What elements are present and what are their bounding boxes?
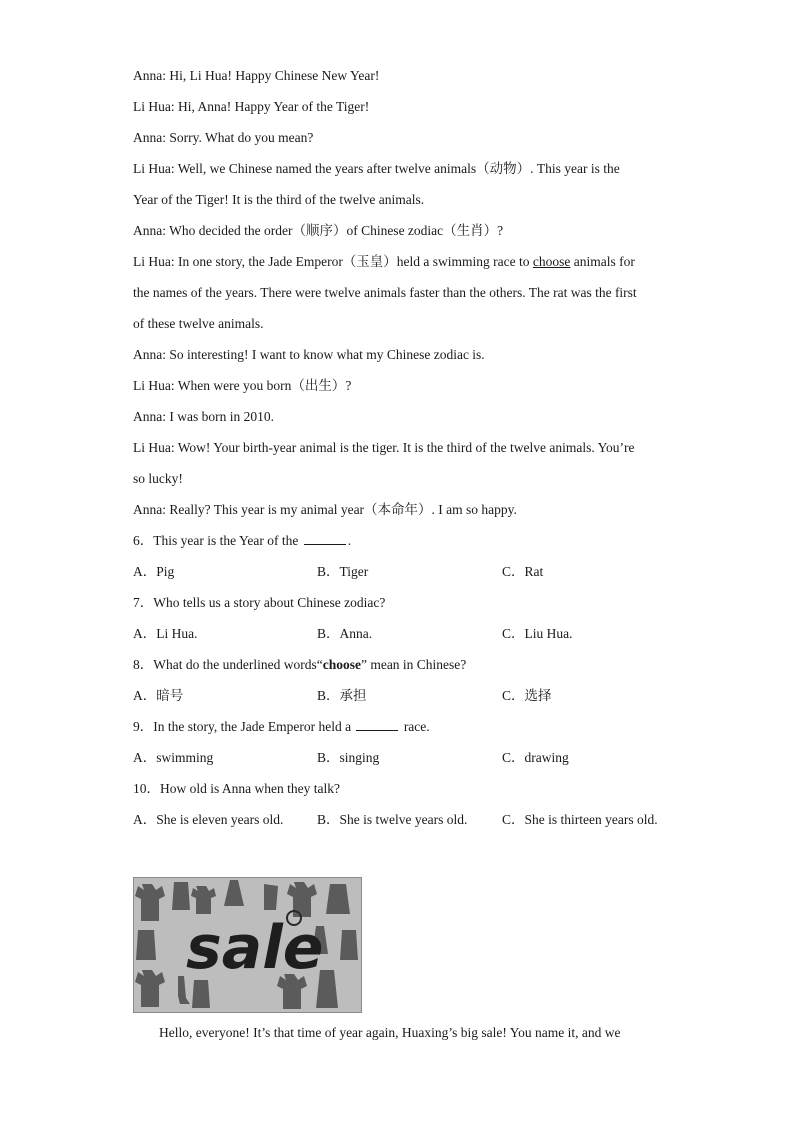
option-c[interactable]: C．Rat <box>502 564 544 579</box>
question-10-options <box>133 804 673 835</box>
question-6-options <box>133 556 673 587</box>
answer-blank <box>304 530 346 545</box>
option-b[interactable]: B．singing <box>317 750 380 765</box>
option-a[interactable]: A．Li Hua. <box>133 626 198 641</box>
option-b[interactable]: B．Anna. <box>317 626 373 641</box>
underlined-word: choose <box>532 254 571 269</box>
dialogue-line: Anna: I was born in 2010. <box>133 409 274 424</box>
sale-text: sale <box>186 913 324 983</box>
option-c[interactable]: C．She is thirteen years old. <box>502 812 658 827</box>
sale-image <box>133 877 362 1013</box>
option-b[interactable]: B．Tiger <box>317 564 369 579</box>
dialogue-line: Anna: Sorry. What do you mean? <box>133 130 314 145</box>
question-7-options <box>133 618 673 649</box>
dialogue-line: Anna: So interesting! I want to know what my Chinese zodiac is. <box>133 347 485 362</box>
story-line: Li Hua: In one story, the Jade Emperor（玉皇）held a swimming race to choose animals for <box>133 254 635 269</box>
passage-first-line: Hello, everyone! It’s that time of year again, Huaxing’s big sale! You name it, and we <box>159 1025 621 1040</box>
option-c[interactable]: C．drawing <box>502 750 569 765</box>
bold-word: choose <box>322 657 361 672</box>
dialogue-line: Li Hua: Wow! Your birth-year animal is the tiger. It is the third of the twelve animals. You’re <box>133 440 635 455</box>
option-a[interactable]: A．暗号 <box>133 688 184 703</box>
dialogue-line: the names of the years. There were twelve animals faster than the others. The rat was the first <box>133 285 637 300</box>
dialogue-line: Li Hua: When were you born（出生）? <box>133 378 352 393</box>
dialogue-line: Li Hua: Hi, Anna! Happy Year of the Tiger! <box>133 99 370 114</box>
question-8: 8．What do the underlined words“choose” mean in Chinese? <box>133 657 467 672</box>
question-10: 10．How old is Anna when they talk? <box>133 781 340 796</box>
dialogue-line: Anna: Really? This year is my animal year（本命年）. I am so happy. <box>133 502 517 517</box>
option-b[interactable]: B．She is twelve years old. <box>317 812 468 827</box>
question-8-options <box>133 680 673 711</box>
dialogue-line: Li Hua: Well, we Chinese named the years after twelve animals（动物）. This year is the <box>133 161 620 176</box>
option-b[interactable]: B．承担 <box>317 688 367 703</box>
dialogue-line: so lucky! <box>133 471 183 486</box>
option-c[interactable]: C．选择 <box>502 688 552 703</box>
answer-blank <box>356 716 398 731</box>
dialogue-line: of these twelve animals. <box>133 316 264 331</box>
question-6: 6．This year is the Year of the . <box>133 525 673 556</box>
option-a[interactable]: A．Pig <box>133 564 175 579</box>
document-page <box>133 60 673 835</box>
option-a[interactable]: A．She is eleven years old. <box>133 812 284 827</box>
question-7: 7．Who tells us a story about Chinese zodiac? <box>133 595 386 610</box>
dialogue-line: Anna: Hi, Li Hua! Happy Chinese New Year! <box>133 68 380 83</box>
dialogue-line: Year of the Tiger! It is the third of the twelve animals. <box>133 192 425 207</box>
option-c[interactable]: C．Liu Hua. <box>502 626 573 641</box>
sale-illustration <box>134 878 361 1012</box>
question-9: 9．In the story, the Jade Emperor held a race. <box>133 711 673 742</box>
question-9-options <box>133 742 673 773</box>
option-a[interactable]: A．swimming <box>133 750 214 765</box>
dialogue-line: Anna: Who decided the order（顺序）of Chinese zodiac（生肖）? <box>133 223 504 238</box>
